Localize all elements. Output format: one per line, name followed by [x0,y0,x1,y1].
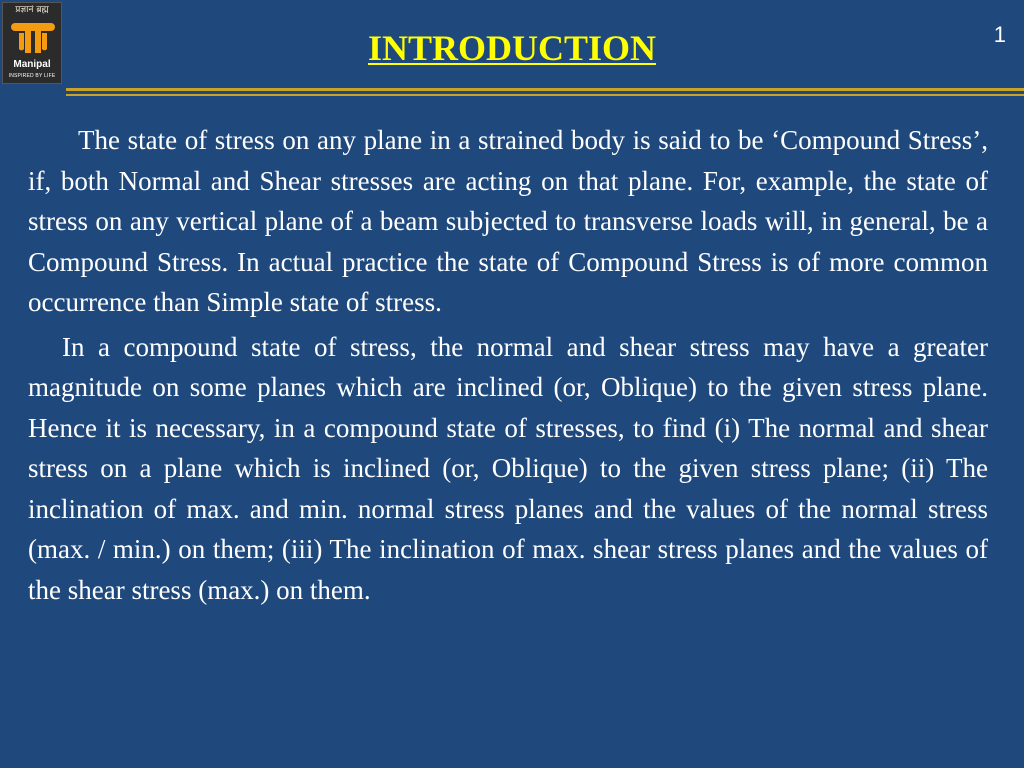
logo-brand-text: Manipal [13,59,51,70]
paragraph-2: In a compound state of stress, the normal and shear stress may have a greater magnitude on some planes which are inclined (or, Oblique) to the given stress plane. Hence it is necessary, in a compound state of stresses, to find (i) The normal and shear stress on a plane which is inclined (or, Oblique) to the given stress plane; (ii) The inclination of max. and min. normal stress planes and the values of the normal stress (max. / min.) on them; (iii) The inclination of max. shear stress planes and the values of the shear stress (max.) on them. [28,331,988,605]
slide-body [28,120,988,610]
page-number: 1 [993,22,1006,47]
header-divider-bottom [66,94,1024,96]
logo-tagline: INSPIRED BY LIFE [8,73,56,79]
slide-title: INTRODUCTION [367,28,657,68]
header-divider-top [66,88,1024,91]
logo-hindi-text: प्रज्ञानं ब्रह्म [15,5,49,15]
paragraph-1: The state of stress on any plane in a strained body is said to be ‘Compound Stress’, if, both Normal and Shear stresses are acting on that plane. For, example, the state of stress on any vertical plane of a beam subjected to transverse loads will, in general, be a Compound Stress. In actual practice the state of Compound Stress is of more common occurrence than Simple state of stress. [28,125,988,317]
